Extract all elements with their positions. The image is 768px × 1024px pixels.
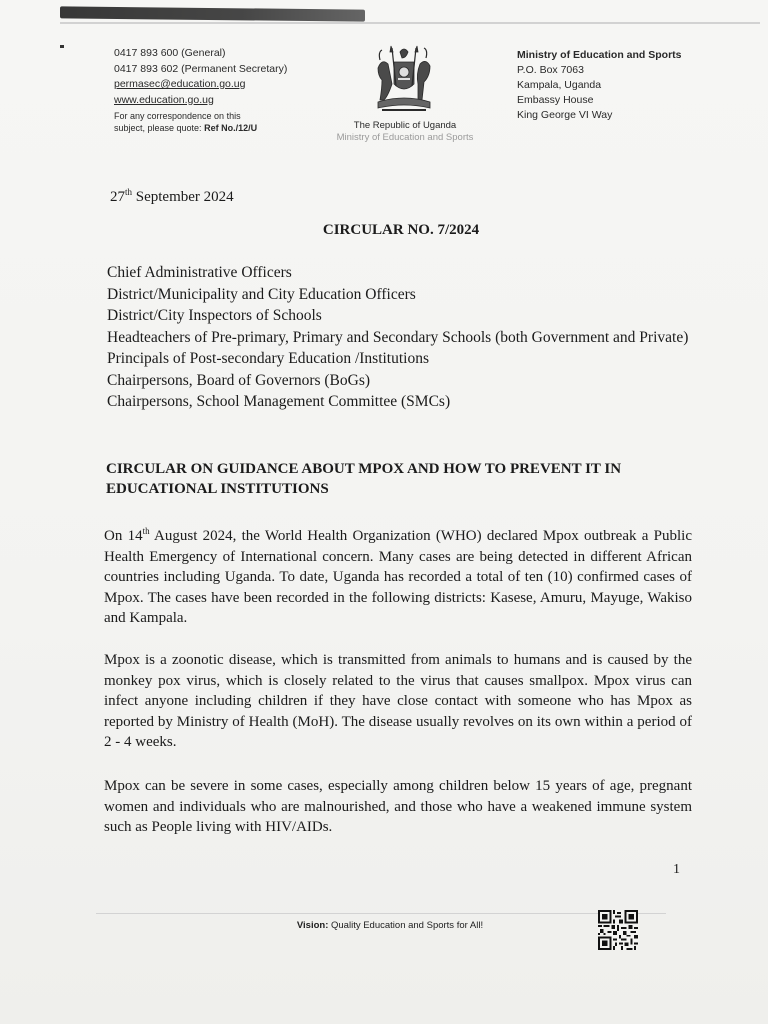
paragraph-mpox-description: Mpox is a zoonotic disease, which is transmitted from animals to humans and is caused by the monkey pox virus, which is closely related to the virus that causes smallpox. Mpox virus can infect anyone including children if they have close contact with someone who has Mpox as reported by Ministry of Health (MoH). The disease usually revolves on its own within a period of 2 - 4 weeks. (104, 652, 692, 750)
reference-note-line1: For any correspondence on this (114, 111, 241, 121)
recipient-item: Chief Administrative Officers (107, 264, 292, 281)
qr-code-icon (598, 910, 638, 950)
recipient-item: Principals of Post-secondary Education /Institutions (107, 350, 430, 367)
scan-artifact-bar (60, 6, 365, 21)
scan-artifact-dot (60, 45, 64, 48)
footer-divider (96, 913, 666, 914)
paragraph-who-declaration: On 14th August 2024, the World Health Organization (WHO) declared Mpox outbreak a Public Health Emergency of International concern. Many cases are being detected in different African countries including Uganda. To date, Uganda has recorded a total of ten (10) confirmed cases of Mpox. The cases have been recorded in the following districts: Kasese, Amuru, Mayuge, Wakiso and Kampala. (104, 526, 692, 626)
email-link[interactable]: permasec@education.go.ug (114, 78, 246, 90)
reference-note (114, 110, 314, 134)
address-line: Embassy House (517, 94, 594, 106)
recipient-item: Chairpersons, School Management Committee (SMCs) (107, 393, 451, 410)
recipient-item: Headteachers of Pre-primary, Primary and Secondary Schools (both Government and Private) (107, 328, 689, 346)
recipient-item: District/City Inspectors of Schools (107, 307, 322, 324)
paragraph-mpox-severity: Mpox can be severe in some cases, especially among children below 15 years of age, pregnant women and individuals who are malnourished, and those who have a weakened immune system such as People living with HIV/AIDs. (104, 778, 692, 835)
address-line: Kampala, Uganda (517, 79, 602, 91)
phone-permanent-secretary: 0417 893 602 (Permanent Secretary) (114, 62, 288, 75)
scan-artifact-line (60, 22, 760, 24)
address-block (517, 48, 682, 123)
address-line: King George VI Way (517, 109, 613, 121)
contact-block (114, 46, 314, 134)
phone-general: 0417 893 600 (General) (114, 47, 226, 59)
address-line: P.O. Box 7063 (517, 64, 584, 76)
circular-number: CIRCULAR NO. 7/2024 (322, 222, 480, 238)
republic-label: The Republic of Uganda (353, 120, 457, 131)
recipient-item: Chairpersons, Board of Governors (BoGs) (107, 371, 371, 389)
letter-date: 27th September 2024 (110, 187, 234, 205)
page-number: 1 (673, 862, 680, 877)
reference-number: Ref No./12/U (204, 123, 258, 133)
vision-statement: Vision: Quality Education and Sports for All! (296, 920, 484, 931)
coat-of-arms-icon (370, 44, 438, 116)
circular-heading: CIRCULAR ON GUIDANCE ABOUT MPOX AND HOW TO PREVENT IT IN EDUCATIONAL INSTITUTIONS (106, 461, 622, 497)
recipient-list (107, 262, 692, 413)
address-title: Ministry of Education and Sports (517, 49, 682, 61)
recipient-item: District/Municipality and City Education Officers (107, 285, 416, 303)
reference-note-line2: subject, please quote: (114, 123, 202, 133)
ministry-sublabel: Ministry of Education and Sports (336, 132, 474, 143)
website-link[interactable]: www.education.go.ug (114, 93, 214, 106)
